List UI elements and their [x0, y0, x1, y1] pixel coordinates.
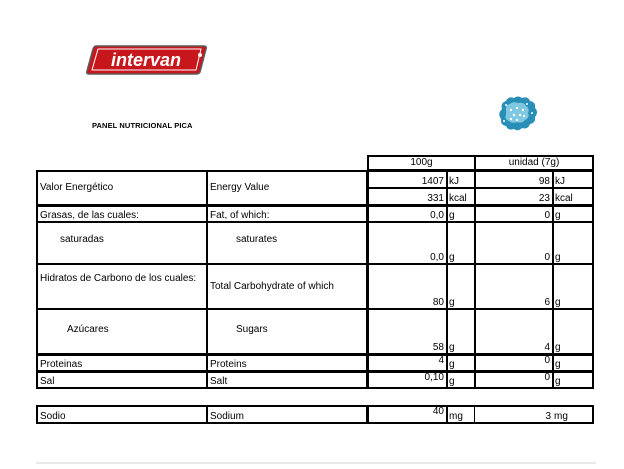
sodium-u100: mg [447, 405, 475, 424]
row-energy-en: Energy Value [207, 170, 367, 206]
footer-divider [36, 462, 596, 464]
row-energy-u100-kcal: kcal [447, 188, 475, 206]
sodium-vunit: 3 [475, 405, 553, 424]
sodium-en: Sodium [207, 405, 367, 424]
row-saturates-u100: g [447, 222, 475, 264]
row-fat-u100: g [447, 206, 475, 222]
row-saturates-uunit: g [553, 222, 594, 264]
row-proteins-vunit: 0 [475, 354, 553, 371]
row-carbs-u100: g [447, 264, 475, 309]
row-proteins-u100: g [447, 354, 475, 371]
row-sugars-es: Azúcares [36, 309, 207, 354]
row-carbs-uunit: g [553, 264, 594, 309]
row-carbs-es: Hidratos de Carbono de los cuales: [36, 264, 207, 309]
row-fat-en: Fat, of which: [207, 206, 367, 222]
sodium-uunit: mg [553, 405, 594, 424]
row-fat-v100: 0,0 [367, 206, 447, 222]
row-sugars-vunit: 4 [475, 309, 553, 354]
row-fat-uunit: g [553, 206, 594, 222]
intervan-logo [86, 42, 208, 76]
row-sugars-uunit: g [553, 309, 594, 354]
row-saturates-es: saturadas [36, 222, 207, 264]
row-energy-u100-kj: kJ [447, 170, 475, 188]
row-saturates-v100: 0,0 [367, 222, 447, 264]
row-sugars-u100: g [447, 309, 475, 354]
row-proteins-v100: 4 [367, 354, 447, 371]
sodium-v100: 40 [367, 405, 447, 424]
row-sugars-en: Sugars [207, 309, 367, 354]
row-energy-v100-kj: 1407 [367, 170, 447, 188]
row-energy-v100-kcal: 331 [367, 188, 447, 206]
row-energy-uunit-kcal: kcal [553, 188, 594, 206]
row-energy-es: Valor Energético [36, 170, 207, 206]
row-fat-es: Grasas, de las cuales: [36, 206, 207, 222]
panel-title: PANEL NUTRICIONAL PICA [92, 121, 193, 130]
svg-text:intervan: intervan [110, 50, 182, 70]
row-energy-vunit-kj: 98 [475, 170, 553, 188]
row-carbs-vunit: 6 [475, 264, 553, 309]
row-sugars-v100: 58 [367, 309, 447, 354]
row-energy-vunit-kcal: 23 [475, 188, 553, 206]
row-carbs-v100: 80 [367, 264, 447, 309]
row-carbs-en: Total Carbohydrate of which [207, 264, 367, 309]
row-salt-en: Salt [207, 371, 367, 389]
row-salt-u100: g [447, 371, 475, 389]
row-proteins-en: Proteins [207, 354, 367, 371]
row-salt-uunit: g [553, 371, 594, 389]
header-col-100g: 100g [367, 155, 475, 170]
header-col-unit: unidad (7g) [475, 155, 594, 170]
row-fat-vunit: 0 [475, 206, 553, 222]
row-proteins-es: Proteinas [36, 354, 207, 371]
row-saturates-vunit: 0 [475, 222, 553, 264]
row-salt-es: Sal [36, 371, 207, 389]
row-saturates-en: saturates [207, 222, 367, 264]
row-salt-v100: 0,10 [367, 371, 447, 389]
row-salt-vunit: 0 [475, 371, 553, 389]
sodium-es: Sodio [36, 405, 207, 424]
row-proteins-uunit: g [553, 354, 594, 371]
row-energy-uunit-kj: kJ [553, 170, 594, 188]
cookie-icon [494, 95, 540, 133]
